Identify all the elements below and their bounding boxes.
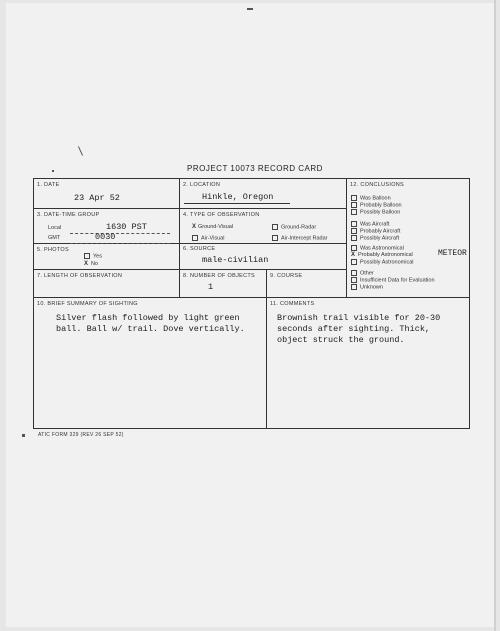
source-value: male-civilian bbox=[202, 255, 269, 265]
observation-type-cell bbox=[180, 209, 347, 244]
comments-cell bbox=[267, 298, 469, 428]
comments-line: object struck the ground. bbox=[277, 335, 405, 345]
check-mark: X bbox=[84, 261, 89, 267]
conclusion-probably-astronomical: X Probably Astronomical bbox=[351, 252, 413, 258]
checkbox bbox=[351, 259, 357, 265]
local-time-value: 1630 PST bbox=[106, 222, 147, 232]
comments-text bbox=[277, 313, 440, 346]
conclusion-note: METEOR bbox=[438, 249, 467, 258]
scan-mark-dot bbox=[52, 170, 54, 172]
card-title: PROJECT 10073 RECORD CARD bbox=[187, 164, 323, 173]
obs-ground-visual: X Ground-Visual bbox=[192, 224, 234, 230]
summary-label: 10. BRIEF SUMMARY OF SIGHTING bbox=[37, 301, 138, 307]
location-label: 2. LOCATION bbox=[183, 182, 221, 188]
objects-value: 1 bbox=[208, 282, 214, 292]
check-mark: X bbox=[351, 252, 356, 258]
checkbox bbox=[351, 209, 357, 215]
record-card bbox=[33, 178, 470, 429]
conclusion-possibly-aircraft: Possibly Aircraft bbox=[351, 235, 399, 241]
conclusion-was-balloon: Was Balloon bbox=[351, 195, 391, 201]
observation-type-label: 4. TYPE OF OBSERVATION bbox=[183, 212, 260, 218]
conclusions-cell bbox=[347, 179, 469, 298]
photos-label: 5. PHOTOS bbox=[37, 247, 69, 253]
checkbox bbox=[272, 235, 278, 241]
conclusion-insufficient-data: Insufficient Data for Evaluation bbox=[351, 277, 435, 283]
gmt-time-value: 0030 bbox=[95, 232, 116, 242]
conclusion-possibly-astronomical: Possibly Astronomical bbox=[351, 259, 414, 265]
length-label: 7. LENGTH OF OBSERVATION bbox=[37, 273, 123, 279]
checkbox bbox=[351, 245, 357, 251]
page-edge bbox=[494, 0, 496, 631]
comments-label: 11. COMMENTS bbox=[270, 301, 315, 307]
obs-air-visual: Air-Visual bbox=[192, 235, 224, 241]
datetime-label: 3. DATE-TIME GROUP bbox=[37, 212, 100, 218]
check-mark: X bbox=[192, 224, 197, 230]
source-label: 6. SOURCE bbox=[183, 246, 216, 252]
scan-mark-dot bbox=[22, 434, 25, 437]
date-label: 1. DATE bbox=[37, 182, 60, 188]
checkbox bbox=[84, 253, 90, 259]
checkbox bbox=[351, 270, 357, 276]
checkbox bbox=[351, 221, 357, 227]
location-underline bbox=[184, 203, 290, 204]
conclusion-unknown: Unknown bbox=[351, 284, 383, 290]
comments-line: seconds after sighting. Thick, bbox=[277, 324, 431, 334]
obs-ground-radar: Ground-Radar bbox=[272, 224, 316, 230]
course-label: 9. COURSE bbox=[270, 273, 303, 279]
date-value: 23 Apr 52 bbox=[74, 193, 120, 203]
checkbox bbox=[351, 228, 357, 234]
location-cell bbox=[180, 179, 347, 209]
length-cell bbox=[34, 270, 180, 298]
local-label: Local bbox=[48, 225, 62, 231]
comments-line: Brownish trail visible for 20-30 bbox=[277, 313, 441, 323]
checkbox bbox=[351, 284, 357, 290]
conclusion-was-aircraft: Was Aircraft bbox=[351, 221, 389, 227]
conclusion-possibly-balloon: Possibly Balloon bbox=[351, 209, 400, 215]
summary-line: ball. Ball w/ trail. Dove vertically. bbox=[56, 324, 245, 334]
checkbox bbox=[351, 235, 357, 241]
form-footer: ATIC FORM 329 (REV 26 SEP 52) bbox=[38, 432, 124, 438]
checkbox bbox=[351, 195, 357, 201]
course-cell bbox=[267, 270, 347, 298]
conclusion-probably-balloon: Probably Balloon bbox=[351, 202, 402, 208]
location-value: Hinkle, Oregon bbox=[202, 192, 274, 202]
source-cell bbox=[180, 244, 347, 270]
conclusions-label: 12. CONCLUSIONS bbox=[350, 182, 405, 188]
photos-cell bbox=[34, 244, 180, 270]
checkbox bbox=[351, 202, 357, 208]
date-cell bbox=[34, 179, 180, 209]
datetime-cell bbox=[34, 209, 180, 244]
checkbox bbox=[272, 224, 278, 230]
local-underline bbox=[70, 232, 170, 234]
conclusion-other: Other bbox=[351, 270, 374, 276]
summary-cell bbox=[34, 298, 267, 428]
scan-mark-dot bbox=[247, 8, 253, 10]
photos-no: X No bbox=[84, 261, 99, 267]
summary-line: Silver flash followed by light green bbox=[56, 313, 240, 323]
checkbox bbox=[192, 235, 198, 241]
summary-text bbox=[56, 313, 245, 335]
gmt-label: GMT bbox=[48, 235, 61, 241]
objects-label: 8. NUMBER OF OBJECTS bbox=[183, 273, 256, 279]
conclusion-was-astronomical: Was Astronomical bbox=[351, 245, 404, 251]
obs-air-intercept-radar: Air-Intercept Radar bbox=[272, 235, 327, 241]
photos-yes: Yes bbox=[84, 253, 102, 259]
conclusion-probably-aircraft: Probably Aircraft bbox=[351, 228, 400, 234]
checkbox bbox=[351, 277, 357, 283]
objects-cell bbox=[180, 270, 267, 298]
